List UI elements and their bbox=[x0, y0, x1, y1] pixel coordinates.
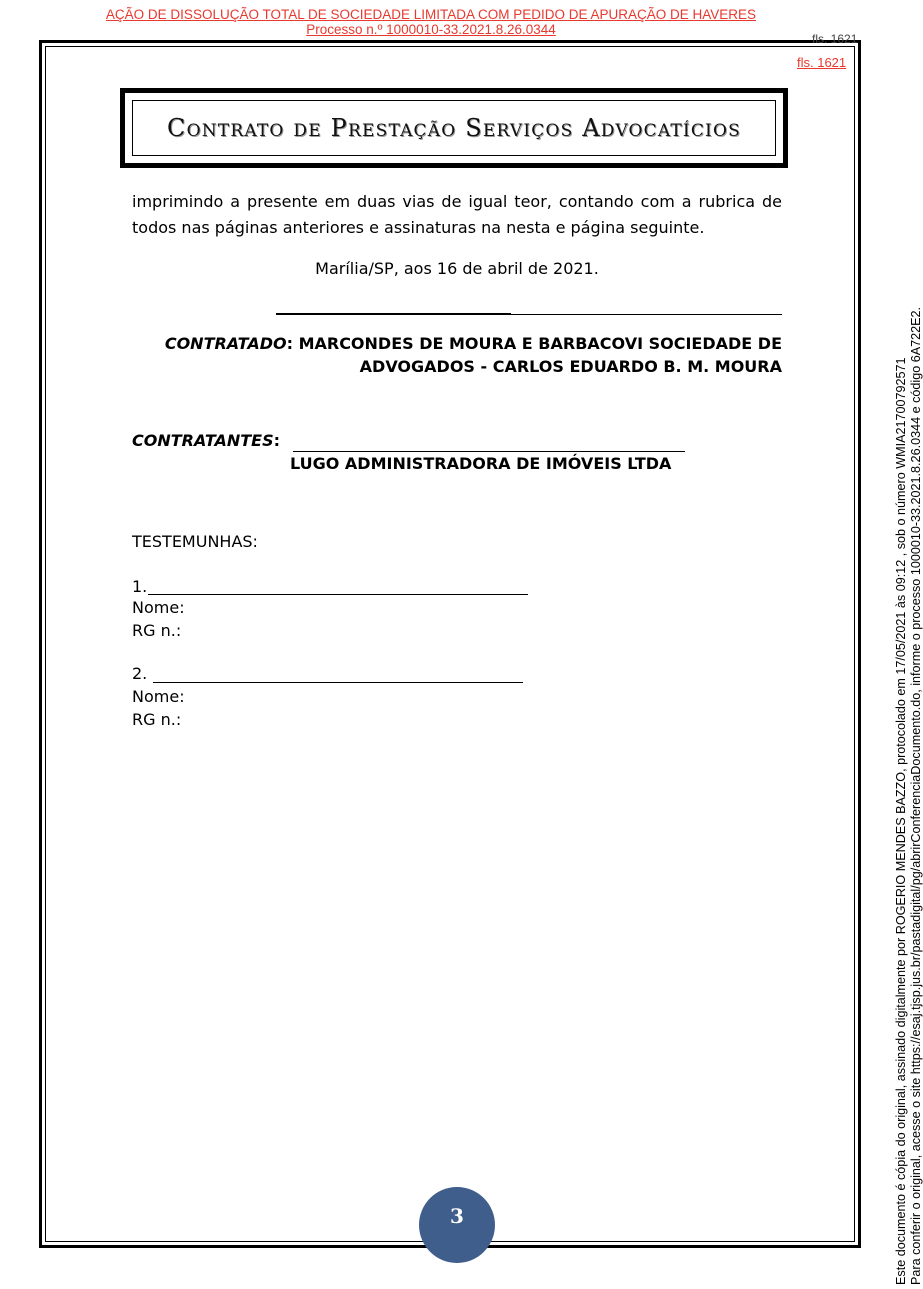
witness-1-signature-line bbox=[148, 594, 528, 595]
witness-2-rg-label: RG n.: bbox=[132, 710, 182, 729]
witness-1-number: 1. bbox=[132, 577, 148, 596]
contratantes-label-block bbox=[132, 431, 280, 450]
contratado-line-1 bbox=[132, 332, 782, 355]
witness-2-name-label: Nome: bbox=[132, 687, 185, 706]
contratado-name-line-2: ADVOGADOS - CARLOS EDUARDO B. M. MOURA bbox=[359, 357, 782, 376]
witness-1-name-label: Nome: bbox=[132, 598, 185, 617]
document-title: Contrato de Prestação Serviços Advocatícios bbox=[167, 114, 741, 142]
contratado-label: CONTRATADO bbox=[164, 334, 287, 353]
process-header-title[interactable]: AÇÃO DE DISSOLUÇÃO TOTAL DE SOCIEDADE LIMITADA COM PEDIDO DE APURAÇÃO DE HAVERES bbox=[105, 7, 757, 22]
digital-signature-note bbox=[894, 307, 923, 1285]
signature-line-thick-part bbox=[276, 313, 511, 315]
contratado-signature-line bbox=[276, 314, 782, 315]
paragraph-line-2: todos nas páginas anteriores e assinaturas na nesta e página seguinte. bbox=[132, 218, 705, 237]
paragraph-line-1: imprimindo a presente em duas vias de igual teor, contando com a rubrica de bbox=[132, 192, 782, 211]
contratado-block bbox=[132, 332, 782, 378]
contratado-name-line-1: : MARCONDES DE MOURA E BARBACOVI SOCIEDADE DE bbox=[286, 334, 782, 353]
testemunhas-heading: TESTEMUNHAS: bbox=[132, 532, 258, 551]
witness-2-number: 2. bbox=[132, 664, 148, 683]
folio-number[interactable]: fls. 1621 bbox=[797, 55, 847, 70]
contratantes-signature-line bbox=[293, 451, 685, 452]
page-number-badge bbox=[419, 1187, 495, 1263]
process-header bbox=[0, 7, 862, 37]
digital-signature-note-line-1: Este documento é cópia do original, assinado digitalmente por ROGERIO MENDES BAZZO, protocolado em 17/05/2021 às 09:12 , sob o número WMIA21700792571 bbox=[894, 357, 908, 1285]
title-box bbox=[120, 88, 788, 168]
folio-partial: fls. 1621 bbox=[812, 32, 858, 46]
witness-2-signature-line bbox=[153, 682, 523, 683]
title-box-inner bbox=[132, 100, 776, 156]
place-date: Marília/SP, aos 16 de abril de 2021. bbox=[315, 259, 599, 278]
digital-signature-note-line-2[interactable]: Para conferir o original, acesse o site https://esaj.tjsp.jus.br/pastadigital/pg/abrirConferenciaDocumento.do, informe o processo 1000010-33.2021.8.26.0344 e código 6A722E2. bbox=[908, 306, 923, 1285]
contratantes-name: LUGO ADMINISTRADORA DE IMÓVEIS LTDA bbox=[290, 454, 672, 473]
process-number[interactable]: Processo n.º 1000010-33.2021.8.26.0344 bbox=[306, 22, 556, 37]
contratantes-label: CONTRATANTES bbox=[132, 431, 274, 450]
contratantes-colon: : bbox=[273, 431, 281, 450]
witness-1-rg-label: RG n.: bbox=[132, 621, 182, 640]
page-number: 3 bbox=[450, 1204, 464, 1228]
